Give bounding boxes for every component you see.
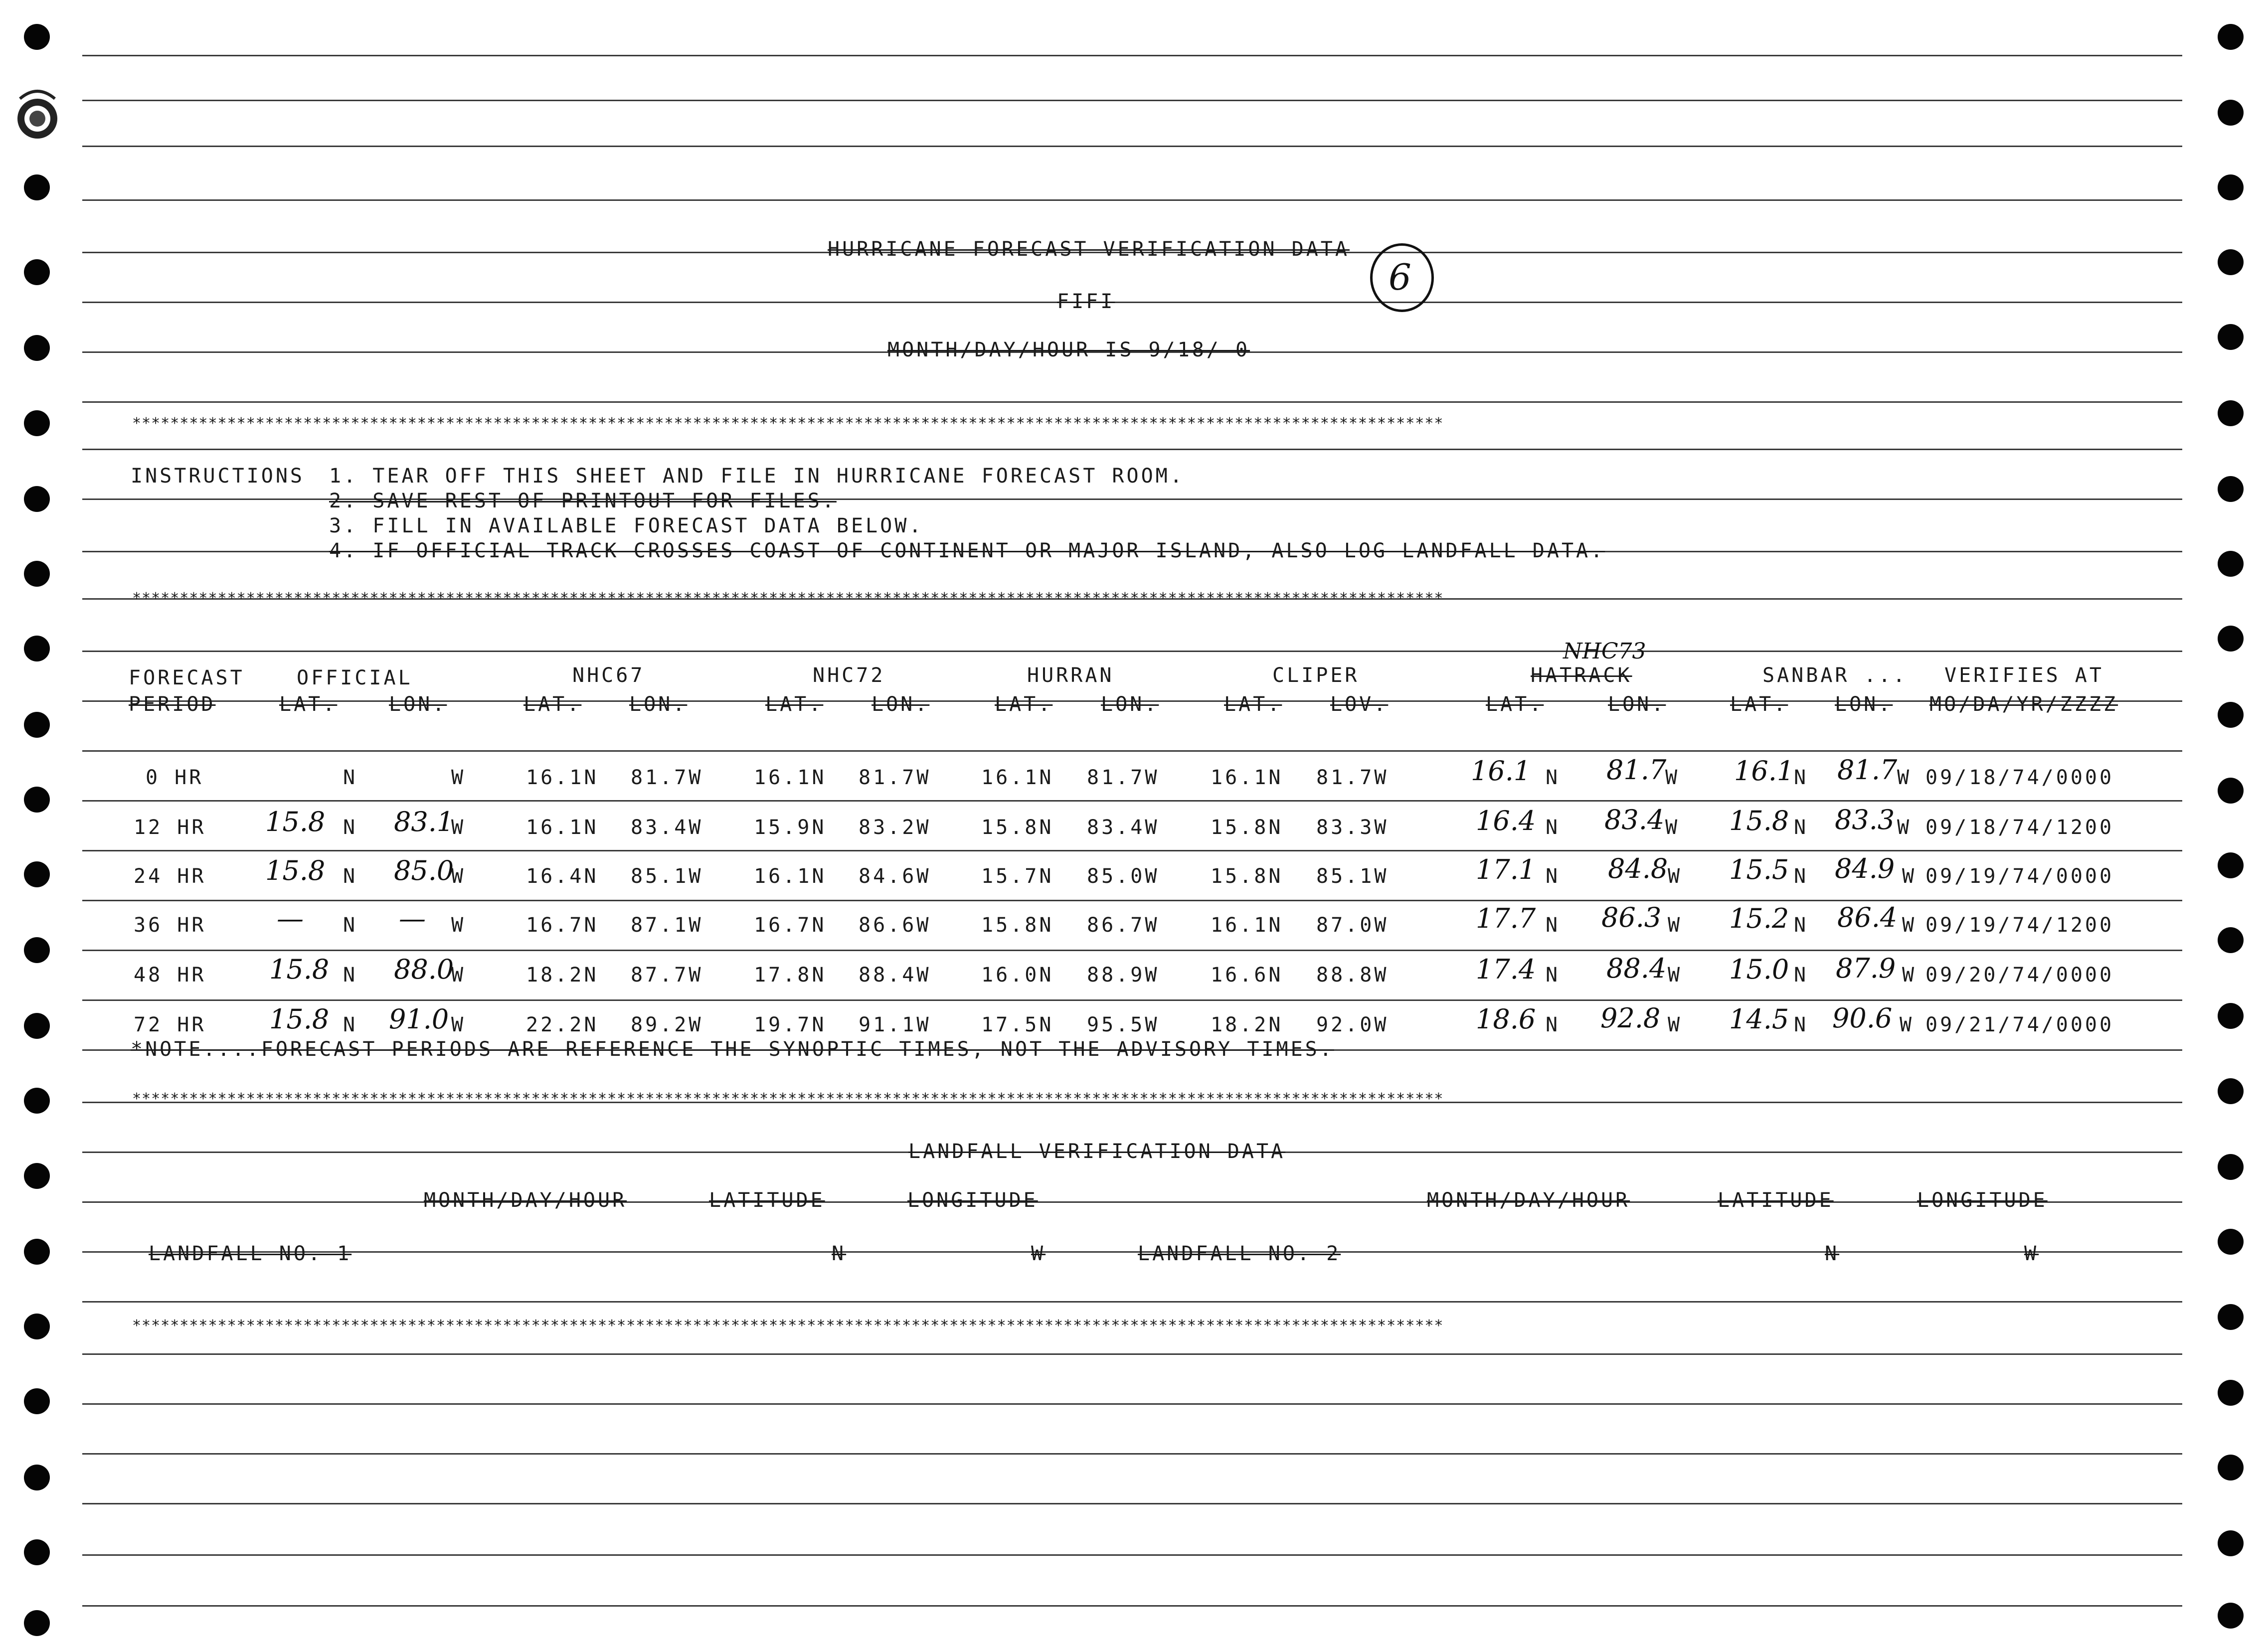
- nhc73-lat-suffix: N: [1546, 914, 1561, 937]
- nhc73-lat-suffix: N: [1546, 766, 1561, 789]
- paper-rule: [82, 900, 2182, 901]
- separator: ******************************************************************************************************************************************: [132, 591, 1444, 606]
- sprocket-hole: [2218, 778, 2244, 804]
- nhc67-lon: 83.4W: [631, 816, 703, 839]
- sprocket-hole: [24, 636, 50, 661]
- landfall-mdh-2: MONTH/DAY/HOUR: [1427, 1189, 1630, 1212]
- header-lon: LON.: [872, 693, 930, 716]
- header-lat: LAT.: [1224, 693, 1282, 716]
- landfall-n-2: N: [1825, 1242, 1840, 1265]
- nhc72-lat: 16.1N: [754, 865, 827, 888]
- official-lon-suffix: W: [451, 865, 466, 888]
- nhc67-lat: 22.2N: [526, 1013, 599, 1036]
- landfall-lat-1: LATITUDE: [709, 1189, 825, 1212]
- sprocket-hole: [2218, 626, 2244, 652]
- sanbar-lon: 83.3: [1835, 804, 1895, 835]
- sprocket-hole: [2218, 1380, 2244, 1406]
- nhc67-lat: 18.2N: [526, 964, 599, 987]
- cliper-lon: 88.8W: [1316, 964, 1389, 987]
- official-lat-suffix: N: [343, 964, 358, 987]
- nhc72-lat: 17.8N: [754, 964, 827, 987]
- sanbar-lat-suffix: N: [1794, 766, 1809, 789]
- header-lon: LON.: [1835, 693, 1893, 716]
- header-hurran: HURRAN: [1027, 664, 1114, 687]
- nhc73-lon-suffix: W: [1668, 865, 1683, 888]
- sprocket-hole: [2218, 702, 2244, 728]
- sanbar-lat-suffix: N: [1794, 816, 1809, 839]
- header-mo-da: MO/DA/YR/ZZZZ: [1929, 693, 2118, 716]
- paper-rule: [82, 999, 2182, 1001]
- paper-rule: [82, 651, 2182, 652]
- storm-name: FIFI: [1057, 290, 1115, 313]
- sanbar-lat: 15.8: [1729, 805, 1789, 836]
- header-lon: LON.: [629, 693, 688, 716]
- verifies-at: 09/20/74/0000: [1925, 964, 2114, 987]
- sprocket-hole: [2218, 852, 2244, 878]
- header-official: OFFICIAL: [297, 666, 413, 689]
- hurran-lon: 83.4W: [1087, 816, 1160, 839]
- official-lat-suffix: N: [343, 1013, 358, 1036]
- sanbar-lat: 15.0: [1729, 954, 1789, 985]
- hurran-lat: 16.0N: [981, 964, 1054, 987]
- nhc72-lon: 88.4W: [859, 964, 931, 987]
- sprocket-hole: [2218, 476, 2244, 502]
- landfall-no-2: LANDFALL NO. 2: [1138, 1242, 1341, 1265]
- sprocket-hole: [2218, 1603, 2244, 1629]
- paper-rule: [82, 449, 2182, 450]
- sprocket-hole: [2218, 24, 2244, 50]
- separator: ******************************************************************************************************************************************: [132, 1319, 1444, 1333]
- verifies-at: 09/18/74/1200: [1925, 816, 2114, 839]
- paper-rule: [82, 1453, 2182, 1455]
- sprocket-hole: [24, 1314, 50, 1339]
- paper-rule: [82, 302, 2182, 303]
- nhc67-lon: 89.2W: [631, 1013, 703, 1036]
- sprocket-hole: [2218, 1078, 2244, 1104]
- official-lon: —: [399, 903, 426, 934]
- paper-rule: [82, 1301, 2182, 1303]
- official-lat: 15.8: [265, 806, 326, 837]
- hurran-lon: 81.7W: [1087, 766, 1160, 789]
- paper-rule: [82, 199, 2182, 201]
- paper-rule: [82, 1605, 2182, 1607]
- nhc73-lon-suffix: W: [1665, 766, 1680, 789]
- instruction-item: 1. TEAR OFF THIS SHEET AND FILE IN HURRICANE FORECAST ROOM.: [329, 465, 1185, 488]
- nhc73-lat-suffix: N: [1546, 865, 1561, 888]
- sanbar-lon: 87.9: [1836, 953, 1896, 984]
- nhc72-lon: 86.6W: [859, 914, 931, 937]
- sprocket-hole: [2218, 1455, 2244, 1481]
- nhc67-lon: 87.7W: [631, 964, 703, 987]
- sprocket-hole: [24, 787, 50, 813]
- landfall-no-1: LANDFALL NO. 1: [149, 1242, 352, 1265]
- cliper-lon: 85.1W: [1316, 865, 1389, 888]
- landfall-lat-2: LATITUDE: [1718, 1189, 1834, 1212]
- header-forecast: FORECAST: [129, 666, 245, 689]
- sanbar-lat: 15.2: [1729, 903, 1789, 934]
- paper-rule: [82, 750, 2182, 752]
- nhc73-lat-suffix: N: [1546, 964, 1561, 987]
- verifies-at: 09/21/74/0000: [1925, 1013, 2114, 1036]
- sprocket-hole: [2218, 400, 2244, 426]
- instructions-label: INSTRUCTIONS: [131, 465, 305, 488]
- sprocket-hole: [2218, 174, 2244, 200]
- sanbar-lon-suffix: W: [1900, 1013, 1915, 1036]
- sprocket-hole: [24, 1088, 50, 1114]
- official-lat: 15.8: [269, 1003, 330, 1035]
- nhc67-lat: 16.1N: [526, 816, 599, 839]
- landfall-w-1: W: [1031, 1242, 1046, 1265]
- cliper-lat: 16.1N: [1211, 766, 1283, 789]
- sprocket-hole: [2218, 1154, 2244, 1180]
- sprocket-hole: [2218, 1304, 2244, 1330]
- nhc73-lon: 81.7: [1606, 754, 1667, 786]
- paper-rule: [82, 146, 2182, 147]
- period: 48 HR: [134, 964, 206, 987]
- landfall-n-1: N: [832, 1242, 847, 1265]
- nhc67-lat: 16.7N: [526, 914, 599, 937]
- sprocket-hole: [24, 1610, 50, 1636]
- period: 72 HR: [134, 1013, 206, 1036]
- landfall-title: LANDFALL VERIFICATION DATA: [908, 1140, 1286, 1163]
- header-verifies: VERIFIES AT: [1944, 664, 2104, 687]
- nhc73-lat-suffix: N: [1546, 816, 1561, 839]
- paper-rule: [82, 1201, 2182, 1203]
- verifies-at: 09/19/74/0000: [1925, 865, 2114, 888]
- verifies-at: 09/19/74/1200: [1925, 914, 2114, 937]
- sprocket-hole: [24, 1465, 50, 1490]
- header-lon: LON.: [1101, 693, 1159, 716]
- sanbar-lon-suffix: W: [1897, 816, 1912, 839]
- nhc72-lon: 83.2W: [859, 816, 931, 839]
- sanbar-lat-suffix: N: [1794, 1013, 1809, 1036]
- sprocket-hole: [2218, 1003, 2244, 1029]
- nhc73-lon: 86.3: [1601, 902, 1662, 933]
- nhc73-lat: 18.6: [1476, 1003, 1536, 1035]
- period: 12 HR: [134, 816, 206, 839]
- header-lon: LON.: [389, 693, 447, 716]
- official-lon-suffix: W: [451, 816, 466, 839]
- landfall-lon-2: LONGITUDE: [1917, 1189, 2048, 1212]
- period: 0 HR: [146, 766, 204, 789]
- sprocket-hole: [24, 561, 50, 587]
- nhc73-lon: 83.4: [1604, 804, 1665, 835]
- header-hatrack: HATRACK: [1531, 664, 1632, 687]
- nhc73-lon: 92.8: [1600, 1002, 1661, 1034]
- sanbar-lat-suffix: N: [1794, 865, 1809, 888]
- nhc67-lon: 81.7W: [631, 766, 703, 789]
- nhc72-lon: 84.6W: [859, 865, 931, 888]
- landfall-lon-1: LONGITUDE: [907, 1189, 1038, 1212]
- nhc67-lon: 85.1W: [631, 865, 703, 888]
- paper-rule: [82, 950, 2182, 951]
- cliper-lat: 16.1N: [1211, 914, 1283, 937]
- header-nhc67: NHC67: [572, 664, 645, 687]
- nhc73-lon: 88.4: [1606, 953, 1667, 984]
- hurran-lat: 17.5N: [981, 1013, 1054, 1036]
- official-lat-suffix: N: [343, 816, 358, 839]
- cliper-lon: 92.0W: [1316, 1013, 1389, 1036]
- cliper-lat: 18.2N: [1211, 1013, 1283, 1036]
- nhc73-lon-suffix: W: [1668, 964, 1683, 987]
- sprocket-hole: [24, 1239, 50, 1265]
- header-lat: LAT.: [1486, 693, 1544, 716]
- sprocket-hole: [2218, 249, 2244, 275]
- official-lon: 85.0: [394, 855, 454, 886]
- official-lat: 15.8: [265, 855, 326, 886]
- sanbar-lon-suffix: W: [1902, 964, 1917, 987]
- header-lat: LAT.: [279, 693, 338, 716]
- nhc73-lat: 17.7: [1476, 903, 1536, 934]
- paper-rule: [82, 850, 2182, 851]
- official-lon-suffix: W: [451, 914, 466, 937]
- official-lat: 15.8: [269, 954, 330, 985]
- header-lat: LAT.: [765, 693, 824, 716]
- sanbar-lon: 84.9: [1835, 853, 1895, 884]
- separator: ******************************************************************************************************************************************: [132, 416, 1444, 431]
- paper-rule: [82, 1251, 2182, 1253]
- header-period: PERIOD: [129, 693, 216, 716]
- hurran-lon: 86.7W: [1087, 914, 1160, 937]
- paper-rule: [82, 100, 2182, 101]
- hurran-lat: 15.7N: [981, 865, 1054, 888]
- nhc67-lon: 87.1W: [631, 914, 703, 937]
- sprocket-hole: [2218, 324, 2244, 350]
- sanbar-lon: 81.7: [1837, 754, 1898, 786]
- nhc73-lat: 16.1: [1471, 755, 1531, 787]
- sprocket-hole: [24, 1539, 50, 1565]
- paper-rule: [82, 800, 2182, 802]
- nhc72-lon: 91.1W: [859, 1013, 931, 1036]
- cliper-lon: 81.7W: [1316, 766, 1389, 789]
- table-note: *NOTE....FORECAST PERIODS ARE REFERENCE THE SYNOPTIC TIMES, NOT THE ADVISORY TIMES.: [131, 1038, 1334, 1061]
- hurran-lon: 88.9W: [1087, 964, 1160, 987]
- forecast-datetime: MONTH/DAY/HOUR IS 9/18/ 0: [887, 338, 1250, 361]
- sanbar-lat: 14.5: [1729, 1003, 1789, 1035]
- nhc73-lat: 17.1: [1476, 854, 1536, 885]
- nhc72-lat: 16.7N: [754, 914, 827, 937]
- sprocket-hole: [2218, 100, 2244, 126]
- sanbar-lon-suffix: W: [1902, 914, 1917, 937]
- verifies-at: 09/18/74/0000: [1925, 766, 2114, 789]
- nhc72-lat: 16.1N: [754, 766, 827, 789]
- official-lon-suffix: W: [451, 766, 466, 789]
- hurran-lon: 95.5W: [1087, 1013, 1160, 1036]
- sprocket-hole: [2218, 1229, 2244, 1255]
- sprocket-hole: [24, 861, 50, 887]
- sanbar-lat-suffix: N: [1794, 914, 1809, 937]
- nhc73-lat: 17.4: [1476, 954, 1536, 985]
- document-title: HURRICANE FORECAST VERIFICATION DATA: [828, 238, 1350, 261]
- sprocket-hole: [24, 937, 50, 963]
- official-lon: 91.0: [389, 1003, 449, 1035]
- sanbar-lon: 90.6: [1832, 1002, 1893, 1034]
- sprocket-hole: [24, 486, 50, 512]
- paper-rule: [82, 1554, 2182, 1556]
- paper-rule: [82, 1353, 2182, 1355]
- sprocket-hole: [2218, 551, 2244, 577]
- cliper-lat: 16.6N: [1211, 964, 1283, 987]
- paper-rule: [82, 55, 2182, 56]
- landfall-w-2: W: [2024, 1242, 2039, 1265]
- cliper-lat: 15.8N: [1211, 816, 1283, 839]
- official-lat-suffix: N: [343, 766, 358, 789]
- nhc73-lon: 84.8: [1608, 853, 1668, 884]
- hurran-lat: 16.1N: [981, 766, 1054, 789]
- landfall-mdh-1: MONTH/DAY/HOUR: [424, 1189, 627, 1212]
- official-lon: 83.1: [394, 806, 454, 837]
- cliper-lon: 83.3W: [1316, 816, 1389, 839]
- sprocket-hole: [2218, 1530, 2244, 1556]
- sprocket-hole: [24, 410, 50, 436]
- cliper-lon: 87.0W: [1316, 914, 1389, 937]
- sprocket-hole: [24, 259, 50, 285]
- official-lon: 88.0: [394, 954, 454, 985]
- cliper-lat: 15.8N: [1211, 865, 1283, 888]
- page-number: 6: [1389, 256, 1411, 298]
- nhc73-lon-suffix: W: [1668, 1013, 1683, 1036]
- nhc73-lon-suffix: W: [1665, 816, 1680, 839]
- sprocket-hole: [2218, 927, 2244, 953]
- sanbar-lon-suffix: W: [1897, 766, 1912, 789]
- period: 24 HR: [134, 865, 206, 888]
- instruction-item: 4. IF OFFICIAL TRACK CROSSES COAST OF CONTINENT OR MAJOR ISLAND, ALSO LOG LANDFALL DATA.: [329, 539, 1605, 562]
- instruction-item: 3. FILL IN AVAILABLE FORECAST DATA BELOW.: [329, 514, 924, 537]
- paper-rule: [82, 401, 2182, 403]
- sprocket-hole: [24, 1388, 50, 1414]
- hurran-lon: 85.0W: [1087, 865, 1160, 888]
- paper-rule: [82, 1403, 2182, 1405]
- nhc73-lat-suffix: N: [1546, 1013, 1561, 1036]
- sanbar-lat-suffix: N: [1794, 964, 1809, 987]
- official-lat: —: [277, 903, 304, 934]
- nhc73-lat: 16.4: [1476, 805, 1536, 836]
- sanbar-lon-suffix: W: [1902, 865, 1917, 888]
- sprocket-hole: [24, 1163, 50, 1189]
- official-lon-suffix: W: [451, 1013, 466, 1036]
- sprocket-hole: [24, 24, 50, 50]
- nhc72-lat: 19.7N: [754, 1013, 827, 1036]
- sprocket-hole: [24, 712, 50, 738]
- nhc72-lon: 81.7W: [859, 766, 931, 789]
- nhc67-lat: 16.1N: [526, 766, 599, 789]
- header-lon: LON.: [1608, 693, 1666, 716]
- sanbar-lat: 16.1: [1734, 755, 1794, 787]
- header-lat: LAT.: [523, 693, 582, 716]
- header-lat: LAT.: [1730, 693, 1788, 716]
- nhc73-lon-suffix: W: [1668, 914, 1683, 937]
- hurran-lat: 15.8N: [981, 816, 1054, 839]
- header-lov: LOV.: [1330, 693, 1389, 716]
- header-nhc72: NHC72: [813, 664, 885, 687]
- header-cliper: CLIPER: [1272, 664, 1360, 687]
- paper-rule: [82, 1503, 2182, 1504]
- official-lat-suffix: N: [343, 914, 358, 937]
- sanbar-lat: 15.5: [1729, 854, 1789, 885]
- header-lat: LAT.: [995, 693, 1053, 716]
- sprocket-hole: [24, 1013, 50, 1039]
- binder-ring-icon: [10, 84, 65, 149]
- sanbar-lon: 86.4: [1837, 902, 1898, 933]
- official-lon-suffix: W: [451, 964, 466, 987]
- nhc72-lat: 15.9N: [754, 816, 827, 839]
- nhc67-lat: 16.4N: [526, 865, 599, 888]
- period: 36 HR: [134, 914, 206, 937]
- header-sanbar: SANBAR ...: [1762, 664, 1908, 687]
- instruction-item: 2. SAVE REST OF PRINTOUT FOR FILES.: [329, 490, 837, 512]
- sprocket-hole: [24, 174, 50, 200]
- hurran-lat: 15.8N: [981, 914, 1054, 937]
- sprocket-hole: [24, 335, 50, 361]
- header-nhc73-handwritten: NHC73: [1563, 639, 1646, 664]
- separator: ******************************************************************************************************************************************: [132, 1092, 1444, 1107]
- official-lat-suffix: N: [343, 865, 358, 888]
